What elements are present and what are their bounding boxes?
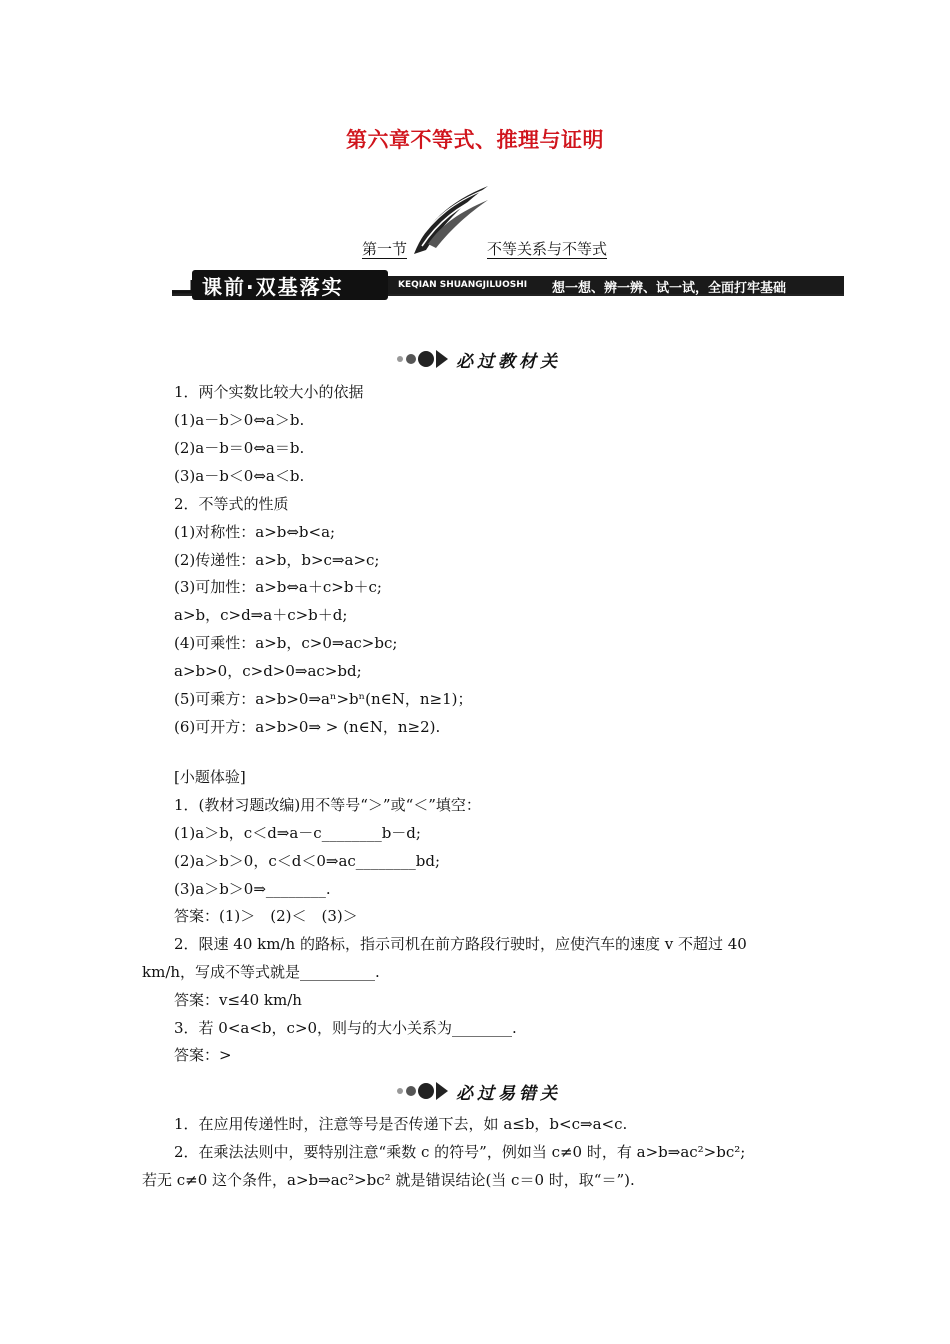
text-line: 2．不等式的性质 <box>174 495 289 513</box>
text-line: (4)可乘性：a>b，c>0⇒ac>bc; <box>174 634 398 652</box>
banner-main-text: 课前·双基落实 <box>202 275 344 299</box>
text-line: 若无 c≠0 这个条件，a>b⇒ac²>bc² 就是错误结论(当 c＝0 时，取“＝”). <box>142 1171 635 1189</box>
text-line: 1．(教材习题改编)用不等号“＞”或“＜”填空： <box>174 796 481 814</box>
text-line: a>b，c>d⇒a＋c>b＋d; <box>174 606 348 624</box>
dots-arrow-icon <box>394 1078 450 1104</box>
banner-strip <box>172 270 844 300</box>
section-name: 不等关系与不等式 <box>487 240 608 258</box>
text-line: a>b>0，c>d>0⇒ac>bd; <box>174 662 362 680</box>
dots-arrow-icon <box>394 346 450 372</box>
text-line: (1)对称性：a>b⇔b<a; <box>174 523 336 541</box>
text-line: 2．限速 40 km/h 的路标，指示司机在前方路段行驶时，应使汽车的速度 v 不超过 40 <box>174 935 747 953</box>
text-line: (6)可开方：a>b>0⇒ > (n∈N，n≥2). <box>174 718 441 736</box>
chapter-title: 第六章不等式、推理与证明 <box>346 127 604 152</box>
text-line: (5)可乘方：a>b>0⇒aⁿ>bⁿ(n∈N，n≥1)； <box>174 690 473 708</box>
text-line: 1．在应用传递性时，注意等号是否传递下去，如 a≤b，b<c⇒a<c. <box>174 1115 628 1133</box>
text-line: 3．若 0<a<b，c>0，则与的大小关系为________. <box>174 1019 517 1037</box>
section-swoosh-logo <box>408 184 490 256</box>
text-line: 答案：(1)＞ (2)＜ (3)＞ <box>174 907 358 925</box>
text-line: (1)a－b＞0⇔a＞b. <box>174 411 305 429</box>
text-line: (3)可加性：a>b⇔a＋c>b＋c; <box>174 578 382 596</box>
banner-pinyin: KEQIAN SHUANGJILUOSHI <box>398 280 528 290</box>
header-label: 必过易错关 <box>456 1084 561 1104</box>
text-line: (3)a＞b＞0⇒________. <box>174 880 331 898</box>
text-line: km/h，写成不等式就是__________. <box>142 963 380 981</box>
text-line: (2)a＞b＞0，c＜d＜0⇒ac________bd; <box>174 852 441 870</box>
text-line: (2)a－b＝0⇔a＝b. <box>174 439 305 457</box>
text-line: 1．两个实数比较大小的依据 <box>174 383 364 401</box>
text-line: (2)传递性：a>b，b>c⇒a>c; <box>174 551 380 569</box>
text-line: 答案：v≤40 km/h <box>174 991 302 1009</box>
text-line: (1)a＞b，c＜d⇒a－c________b－d; <box>174 824 421 842</box>
text-line: [小题体验] <box>174 768 246 786</box>
text-line: 答案：> <box>174 1046 232 1064</box>
text-line: 2．在乘法法则中，要特别注意“乘数 c 的符号”，例如当 c≠0 时，有 a>b⇒ac²>bc²; <box>174 1143 746 1161</box>
text-line: (3)a－b＜0⇔a＜b. <box>174 467 305 485</box>
header-label: 必过教材关 <box>456 352 561 372</box>
banner-slogan: 想一想、辨一辨、试一试，全面打牢基础 <box>552 281 787 296</box>
section-number: 第一节 <box>362 240 408 258</box>
